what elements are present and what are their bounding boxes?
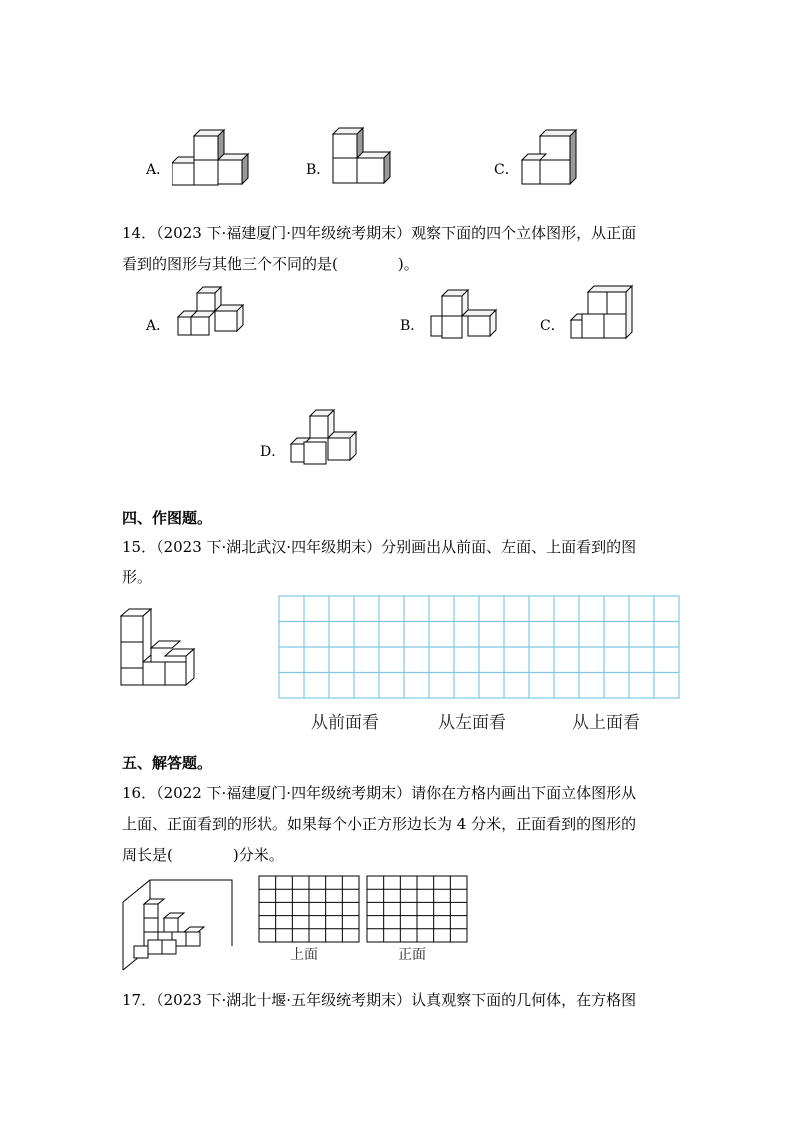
q16-number: 16． (122, 784, 157, 802)
q16-line3: 周长是( )分米。 (122, 846, 284, 864)
q14-option-c: C． (540, 318, 565, 334)
section-4-title: 四、作图题。 (122, 509, 213, 527)
q15-cube-figure (118, 606, 200, 690)
q15-line1 (122, 537, 636, 557)
q16-cube-figure (120, 876, 238, 972)
q14-figure-b (428, 288, 500, 342)
q17-number: 17． (122, 991, 157, 1009)
q16-source: （2022 下·福建厦门·四年级统考期末） (156, 784, 412, 802)
q17-text: 认真观察下面的几何体，在方格图 (411, 991, 637, 1009)
q14-line1 (122, 223, 636, 243)
q15-line2: 形。 (122, 568, 153, 586)
q15-text: 分别画出从前面、左面、上面看到的图 (381, 538, 637, 556)
q16-line1 (122, 783, 636, 803)
q17-source: （2023 下·湖北十堰·五年级统考期末） (156, 991, 412, 1009)
q13-figure-a (172, 128, 252, 190)
q14-number: 14． (122, 224, 157, 242)
q13-figure-b (330, 125, 395, 191)
q14-text: 观察下面的四个立体图形，从正面 (411, 224, 637, 242)
q13-figure-c (518, 128, 582, 192)
q15-label-front: 从前面看 (311, 713, 379, 733)
q13-option-c: C． (494, 162, 519, 178)
q16-label-top: 上面 (290, 947, 318, 963)
q16-grid-front (366, 875, 468, 945)
q14-option-b: B． (400, 318, 425, 334)
q14-figure-c (568, 284, 638, 342)
q16-grid-top (258, 875, 360, 945)
q13-option-b: B． (306, 162, 331, 178)
q15-label-left: 从左面看 (438, 713, 506, 733)
q14-figure-a (175, 285, 247, 339)
q15-label-top: 从上面看 (572, 713, 640, 733)
q14-source: （2023 下·福建厦门·四年级统考期末） (156, 224, 412, 242)
q13-option-a: A． (146, 162, 171, 178)
q14-option-d: D． (260, 444, 286, 460)
section-5-title: 五、解答题。 (122, 754, 213, 772)
q15-number: 15． (122, 538, 157, 556)
q16-text: 请你在方格内画出下面立体图形从 (411, 784, 637, 802)
q15-grid (278, 595, 682, 701)
q16-line2: 上面、正面看到的形状。如果每个小正方形边长为 4 分米，正面看到的图形的 (122, 815, 637, 833)
q15-source: （2023 下·湖北武汉·四年级期末） (156, 538, 382, 556)
q14-option-a: A． (146, 318, 171, 334)
q16-label-front: 正面 (398, 947, 426, 963)
q14-line2: 看到的图形与其他三个不同的是( )。 (122, 255, 419, 273)
q17-line1 (122, 990, 636, 1010)
q14-figure-d (288, 408, 360, 468)
